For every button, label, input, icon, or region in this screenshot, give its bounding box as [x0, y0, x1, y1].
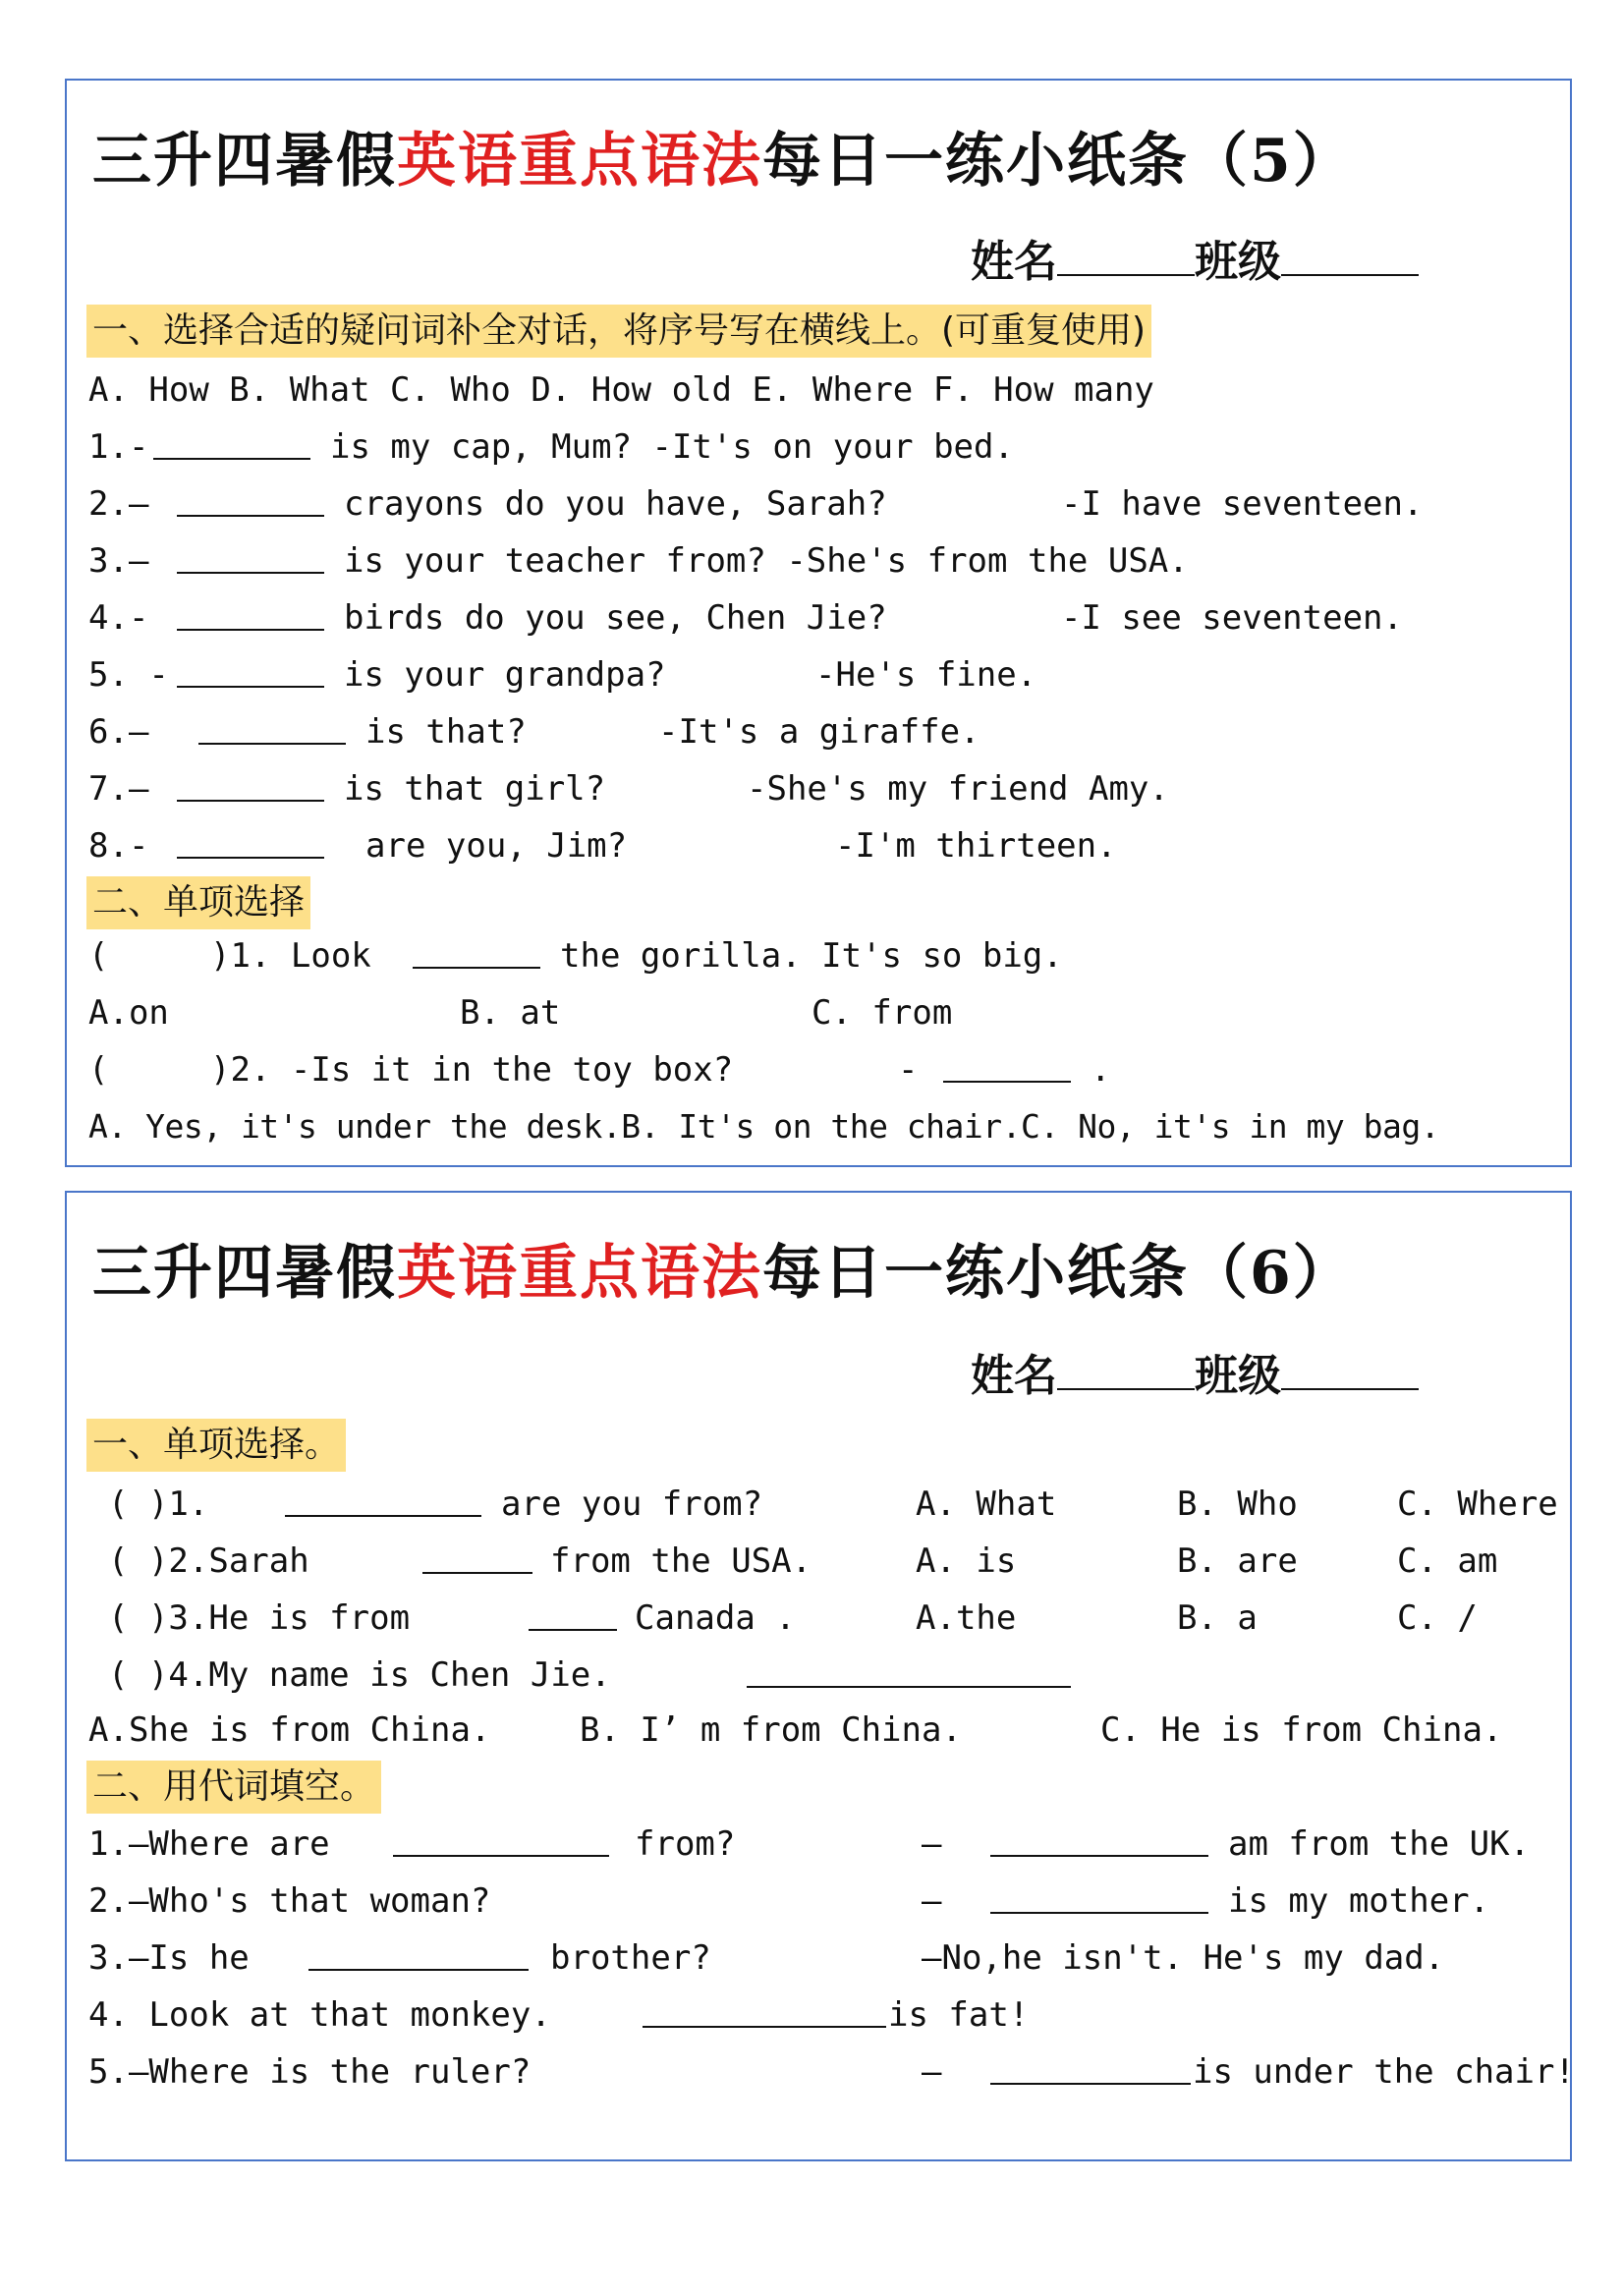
answer-paren[interactable]: ( — [88, 1050, 109, 1090]
answer-blank[interactable] — [422, 1572, 532, 1574]
option-a: A. is — [916, 1541, 1017, 1581]
answer-blank[interactable] — [285, 1515, 481, 1517]
class-label: 班级 — [1195, 237, 1281, 287]
answer-blank[interactable] — [198, 743, 346, 745]
answer-text: -It's a giraffe. — [658, 712, 980, 752]
answer-text: -I see seventeen. — [1061, 598, 1403, 638]
dot: . — [1091, 1050, 1111, 1090]
title-part: 每日一练小纸条（5） — [762, 127, 1354, 196]
option-c: C. / — [1397, 1598, 1478, 1638]
dash: - — [898, 1050, 919, 1090]
answer-blank[interactable] — [943, 1081, 1071, 1083]
dash: — — [922, 2052, 942, 2092]
answer-text: -He's fine. — [815, 655, 1037, 695]
dash: — — [922, 1881, 942, 1921]
section-heading: 一、选择合适的疑问词补全对话，将序号写在横线上。(可重复使用) — [86, 305, 1151, 358]
question-text: 1.—Where are — [88, 1824, 330, 1864]
question-text: is your grandpa? — [344, 655, 666, 695]
section-heading: 一、单项选择。 — [86, 1419, 346, 1472]
answer-blank[interactable] — [413, 967, 540, 969]
option-b: B. at — [460, 993, 561, 1033]
answer-blank[interactable] — [177, 629, 324, 631]
name-blank[interactable] — [1057, 1345, 1195, 1390]
answer-text: —No,he isn't. He's my dad. — [922, 1938, 1445, 1978]
option-c: C. from — [812, 993, 953, 1033]
question-text: ( )4.My name is Chen Jie. — [108, 1655, 611, 1695]
answer-blank[interactable] — [643, 2026, 886, 2028]
question-number: 8.- — [88, 826, 149, 866]
answer-paren[interactable]: ( — [88, 936, 109, 976]
question-number: 5. - — [88, 655, 169, 695]
answer-text: am from the UK. — [1228, 1824, 1531, 1864]
class-blank[interactable] — [1281, 1345, 1419, 1390]
option-a: A. What — [916, 1484, 1057, 1524]
option-b: B. I’ m from China. — [580, 1710, 962, 1750]
answer-text: -I'm thirteen. — [835, 826, 1117, 866]
option-a: A.She is from China. — [88, 1710, 491, 1750]
answer-text: is my mother. — [1228, 1881, 1490, 1921]
question-text: is your teacher from? -She's from the USA. — [344, 541, 1189, 581]
answer-blank[interactable] — [177, 572, 324, 574]
question-text: brother? — [550, 1938, 711, 1978]
answer-text: -She's my friend Amy. — [747, 769, 1169, 809]
dash: — — [922, 1824, 942, 1864]
answer-blank[interactable] — [177, 800, 324, 802]
answer-text: -I have seventeen. — [1061, 484, 1424, 524]
option-b: B. Who — [1177, 1484, 1298, 1524]
answer-blank[interactable] — [393, 1855, 609, 1857]
option-a: A.the — [916, 1598, 1017, 1638]
question-number: 7.— — [88, 769, 149, 809]
question-text: the gorilla. It's so big. — [560, 936, 1063, 976]
section-heading: 二、用代词填空。 — [86, 1761, 381, 1814]
answer-blank[interactable] — [153, 458, 310, 460]
worksheet-card-5 — [65, 79, 1572, 1167]
title-highlight: 英语重点语法 — [397, 1239, 762, 1308]
option-b: B. are — [1177, 1541, 1298, 1581]
question-text: is my cap, Mum? -It's on your bed. — [330, 427, 1014, 467]
question-text: crayons do you have, Sarah? — [344, 484, 887, 524]
name-label: 姓名 — [971, 237, 1057, 287]
name-class-bar — [971, 1340, 1419, 1403]
answer-text: is under the chair! — [1193, 2052, 1575, 2092]
question-number: ( )1. — [108, 1484, 209, 1524]
card-title — [92, 1226, 1354, 1311]
question-text: is that? — [365, 712, 527, 752]
title-highlight: 英语重点语法 — [397, 127, 762, 196]
question-text: from? — [635, 1824, 736, 1864]
question-number: 2.— — [88, 484, 149, 524]
question-text: are you from? — [501, 1484, 763, 1524]
title-part: 每日一练小纸条（6） — [762, 1239, 1354, 1308]
answer-blank[interactable] — [529, 1629, 617, 1631]
question-number: 1.- — [88, 427, 149, 467]
answer-blank[interactable] — [177, 515, 324, 517]
class-blank[interactable] — [1281, 231, 1419, 276]
name-label: 姓名 — [971, 1351, 1057, 1401]
answer-blank[interactable] — [990, 2083, 1191, 2085]
answer-blank[interactable] — [177, 857, 324, 859]
option-c: C. am — [1397, 1541, 1498, 1581]
question-text: 3.—Is he — [88, 1938, 250, 1978]
answer-blank[interactable] — [177, 686, 324, 688]
question-text: is that girl? — [344, 769, 606, 809]
option-b: B. a — [1177, 1598, 1258, 1638]
answer-blank[interactable] — [747, 1686, 1071, 1688]
question-text: birds do you see, Chen Jie? — [344, 598, 887, 638]
question-text: )1. Look — [210, 936, 371, 976]
name-class-bar — [971, 226, 1419, 289]
answer-blank[interactable] — [308, 1969, 529, 1971]
question-text: 2.—Who's that woman? — [88, 1881, 491, 1921]
option-c: C. He is from China. — [1100, 1710, 1503, 1750]
question-number: ( )2.Sarah — [108, 1541, 309, 1581]
answer-blank[interactable] — [990, 1912, 1208, 1914]
question-number: 3.— — [88, 541, 149, 581]
card-title — [92, 114, 1354, 198]
option-a: A.on — [88, 993, 169, 1033]
question-text: Canada . — [635, 1598, 796, 1638]
answer-blank[interactable] — [990, 1855, 1208, 1857]
class-label: 班级 — [1195, 1351, 1281, 1401]
question-text: 5.—Where is the ruler? — [88, 2052, 532, 2092]
answer-text: is fat! — [888, 1995, 1030, 2035]
worksheet-card-6 — [65, 1191, 1575, 2161]
question-number: 6.— — [88, 712, 149, 752]
option-c: C. Where — [1397, 1484, 1558, 1524]
title-part: 三升四暑假 — [92, 1239, 397, 1308]
question-text: from the USA. — [550, 1541, 812, 1581]
option-list: A. How B. What C. Who D. How old E. Where F. How many — [88, 370, 1154, 410]
question-number: 4.- — [88, 598, 149, 638]
question-number: ( )3.He is from — [108, 1598, 411, 1638]
section-heading: 二、单项选择 — [86, 876, 310, 929]
mc-options-row: A. Yes, it's under the desk.B. It's on the chair.C. No, it's in my bag. — [88, 1107, 1440, 1146]
title-part: 三升四暑假 — [92, 127, 397, 196]
name-blank[interactable] — [1057, 231, 1195, 276]
question-text: 4. Look at that monkey. — [88, 1995, 551, 2035]
question-text: are you, Jim? — [365, 826, 628, 866]
question-text: )2. -Is it in the toy box? — [210, 1050, 734, 1090]
